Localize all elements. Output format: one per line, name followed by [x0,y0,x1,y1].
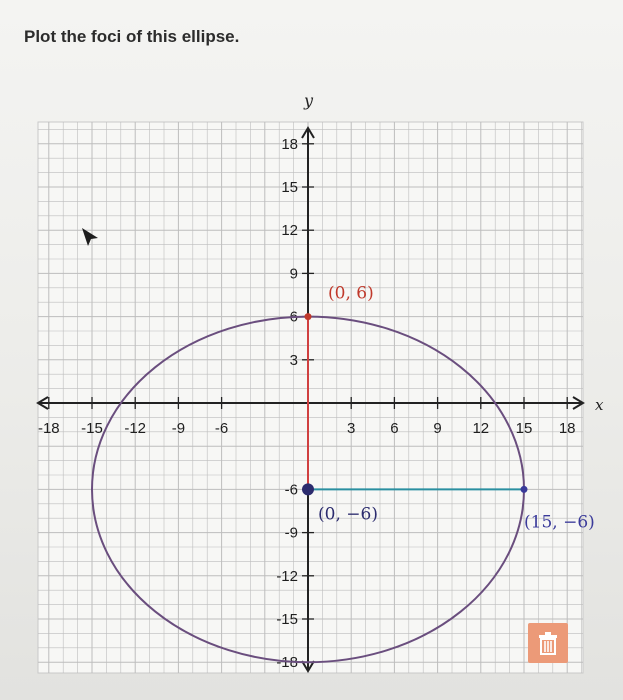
y-tick-label: 18 [281,135,298,153]
trash-icon [535,630,561,656]
x-tick-label: 15 [515,420,533,437]
plot-point [302,483,314,495]
plot-point [305,313,312,320]
y-axis-label: y [304,91,314,110]
mouse-pointer-icon [80,226,102,253]
y-tick-label: 15 [281,179,298,196]
question-prompt: Plot the foci of this ellipse. [24,27,240,46]
grid-lines [38,122,583,673]
x-tick-label: 6 [390,420,399,437]
y-tick-label: 12 [281,222,298,240]
point-coordinate-label: (0, 6) [328,283,374,304]
x-tick-label: 12 [472,420,490,437]
x-tick-label: 18 [558,420,576,437]
delete-button[interactable] [528,623,568,663]
y-tick-label: 6 [289,308,298,326]
x-tick-label: -12 [124,420,147,437]
y-tick-label: 9 [289,265,298,283]
point-coordinate-label: (15, −6) [524,512,595,533]
plot-point [521,486,528,493]
y-tick-label: -9 [284,524,298,542]
x-tick-label: -6 [214,420,229,437]
x-axis-label: x [595,396,604,414]
point-coordinate-label: (0, −6) [318,504,378,525]
y-tick-label: -6 [284,481,298,499]
x-tick-label: -15 [81,420,103,437]
y-tick-label: -18 [276,654,298,672]
x-tick-label: -9 [171,420,186,437]
x-tick-label: 3 [347,420,356,437]
y-tick-label: -12 [276,567,298,585]
y-tick-label: 3 [289,351,298,369]
x-tick-label: -18 [37,420,60,437]
x-tick-label: 9 [433,420,442,437]
y-tick-label: -15 [276,611,298,628]
